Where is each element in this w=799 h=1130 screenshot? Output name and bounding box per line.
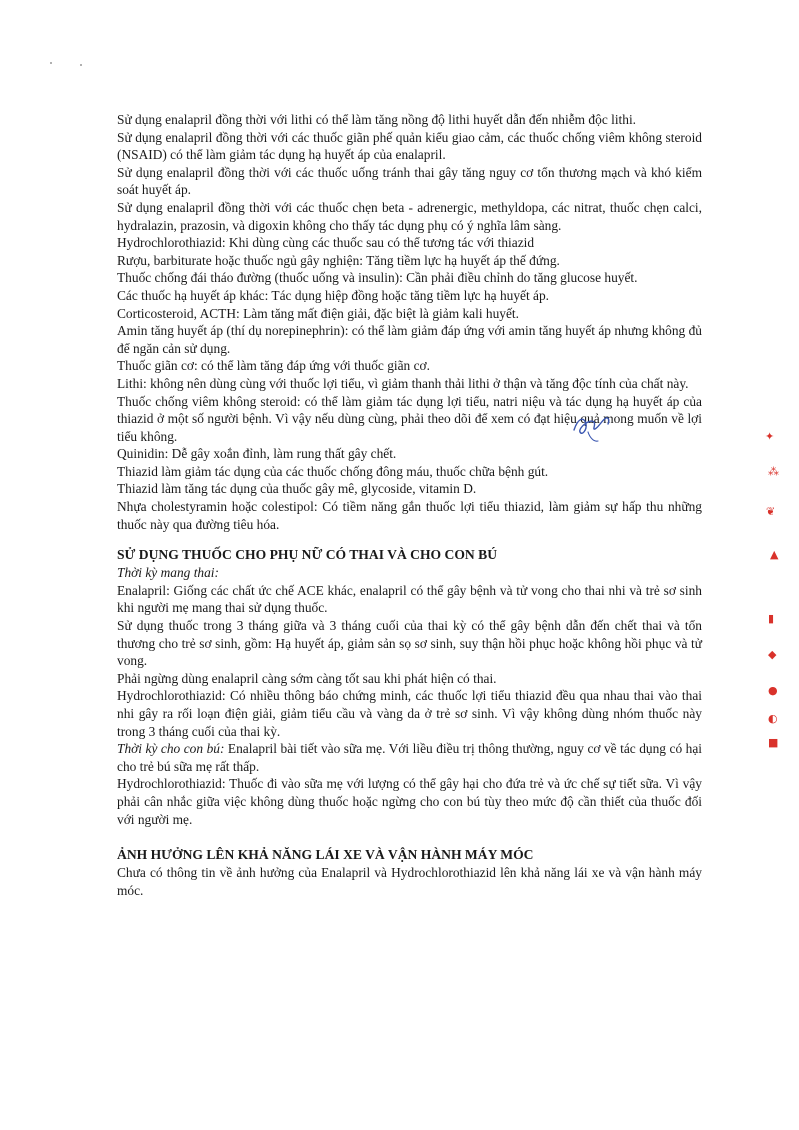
pregnancy-paragraph: Phải ngừng dùng enalapril càng sớm càng tốt sau khi phát hiện có thai. [117, 670, 497, 686]
driving-heading: ẢNH HƯỞNG LÊN KHẢ NĂNG LÁI XE VÀ VẬN HÀNH MÁY MÓC [117, 847, 534, 863]
interaction-paragraph: Rượu, barbiturate hoặc thuốc ngủ gây nghiện: Tăng tiềm lực hạ huyết áp thế đứng. [117, 252, 560, 268]
interaction-paragraph: Sử dụng enalapril đồng thời với các thuốc uống tránh thai gây tăng nguy cơ tổn thương mạch và khó kiểm soát huyết áp. [117, 164, 702, 198]
scan-speck [80, 64, 82, 66]
interaction-paragraph: Corticosteroid, ACTH: Làm tăng mất điện giải, đặc biệt là giảm kali huyết. [117, 305, 519, 321]
interaction-paragraph: Thiazid làm tăng tác dụng của thuốc gây mê, glycoside, vitamin D. [117, 481, 477, 497]
pregnancy-label: Thời kỳ mang thai: [117, 565, 219, 581]
interaction-paragraph: Nhựa cholestyramin hoặc colestipol: Có tiềm năng gắn thuốc lợi tiểu thiazid, làm giảm sự hấp thu những thuốc này qua đường tiêu hóa. [117, 499, 702, 532]
interaction-paragraph: Sử dụng enalapril đồng thời với các thuốc giãn phế quản kiểu giao cảm, các thuốc chống viêm không steroid (NSAID) có thể làm giảm tác dụng hạ huyết áp của enalapril. [117, 129, 702, 163]
signature-mark [568, 408, 616, 444]
lactation-label: Thời kỳ cho con bú: [117, 741, 225, 757]
interaction-paragraph: Amin tăng huyết áp (thí dụ norepinephrin): có thể làm giảm đáp ứng với amin tăng huyết áp nhưng không đủ để ngăn cản sử dụng. [117, 323, 702, 356]
interaction-paragraph: Lithi: không nên dùng cùng với thuốc lợi tiểu, vì giảm thanh thải lithi ở thận và tăng độc tính của chất này. [117, 375, 689, 391]
stamp-fragment: ▮ [768, 612, 775, 625]
pregnancy-paragraph: Hydrochlorothiazid: Có nhiều thông báo chứng minh, các thuốc lợi tiểu thiazid đều qua nhau thai vào thai nhi gây ra rối loạn điện giải, giảm tiểu cầu và vàng da ở trẻ sơ sinh. Vì vậy không dùng nhóm thuốc này trong 3 tháng cuối của thai kỳ. [117, 688, 702, 739]
document-page [117, 111, 702, 899]
stamp-fragment: ▲ [770, 548, 779, 561]
drug-interactions-section [117, 111, 702, 533]
interaction-paragraph: Thuốc chống viêm không steroid: có thể làm giảm tác dụng lợi tiểu, natri niệu và tác dụng hạ huyết áp của thiazid ở một số người bệnh. Vì vậy nếu dùng cùng, phải theo dõi để xem có đạt hiệu quả mong muốn về lợi tiểu không. [117, 393, 702, 444]
interaction-paragraph: Hydrochlorothiazid: Khi dùng cùng các thuốc sau có thể tương tác với thiazid [117, 235, 535, 251]
pregnancy-paragraph: Enalapril: Giống các chất ức chế ACE khác, enalapril có thể gây bệnh và tử vong cho thai nhi và trẻ sơ sinh khi người mẹ mang thai sử dụng thuốc. [117, 582, 702, 616]
pregnancy-heading: SỬ DỤNG THUỐC CHO PHỤ NỮ CÓ THAI VÀ CHO CON BÚ [117, 547, 498, 563]
pregnancy-section [117, 546, 702, 828]
interaction-paragraph: Sử dụng enalapril đồng thời với lithi có thể làm tăng nồng độ lithi huyết dẫn đến nhiễm độc lithi. [117, 112, 637, 127]
stamp-fragment: ⁂ [768, 465, 779, 478]
lactation-text: Enalapril bài tiết vào sữa mẹ. Với liều điều trị thông thường, nguy cơ về tác dụng có hại cho trẻ bú sữa mẹ rất thấp. [117, 741, 703, 774]
stamp-fragment: ❦ [766, 505, 776, 518]
interaction-paragraph: Các thuốc hạ huyết áp khác: Tác dụng hiệp đồng hoặc tăng tiềm lực hạ huyết áp. [117, 287, 550, 303]
lactation-paragraph [117, 740, 702, 775]
scan-speck [50, 62, 52, 64]
stamp-fragment: ✦ [765, 430, 775, 443]
stamp-fragment: ● [768, 684, 778, 697]
pregnancy-paragraph: Sử dụng thuốc trong 3 tháng giữa và 3 tháng cuối của thai kỳ có thể gây bệnh dẫn đến chết thai và tổn thương cho trẻ sơ sinh, gồm: Hạ huyết áp, giảm sản sọ sơ sinh, suy thận hồi phục hoặc không hồi phục và tử vong. [117, 618, 702, 669]
interaction-paragraph: Thiazid làm giảm tác dụng của các thuốc chống đông máu, thuốc chữa bệnh gút. [117, 463, 549, 479]
stamp-fragment: ◆ [768, 648, 777, 661]
interaction-paragraph: Thuốc giãn cơ: có thể làm tăng đáp ứng với thuốc giãn cơ. [117, 358, 430, 374]
lactation-paragraph: Hydrochlorothiazid: Thuốc đi vào sữa mẹ với lượng có thể gây hại cho đứa trẻ và ức chế sự tiết sữa. Vì vậy phải cân nhắc giữa việc không dùng thuốc hoặc ngừng cho con bú tùy theo mức độ cần thiết của thuốc đối với người mẹ. [117, 776, 702, 827]
stamp-fragment: ■ [768, 736, 779, 749]
driving-paragraph: Chưa có thông tin về ảnh hưởng của Enalapril và Hydrochlorothiazid lên khả năng lái xe và vận hành máy móc. [117, 865, 702, 898]
driving-section [117, 846, 702, 899]
interaction-paragraph: Sử dụng enalapril đồng thời với các thuốc chẹn beta - adrenergic, methyldopa, các nitrat, thuốc chẹn calci, hydralazin, prazosin, và digoxin không cho thấy tác dụng phụ có ý nghĩa lâm sàng. [117, 199, 702, 233]
stamp-fragment: ◐ [768, 712, 778, 725]
interaction-paragraph: Quinidin: Dễ gây xoắn đỉnh, làm rung thất gây chết. [117, 446, 397, 462]
interaction-paragraph: Thuốc chống đái tháo đường (thuốc uống và insulin): Cần phải điều chỉnh do tăng glucose huyết. [117, 270, 638, 286]
